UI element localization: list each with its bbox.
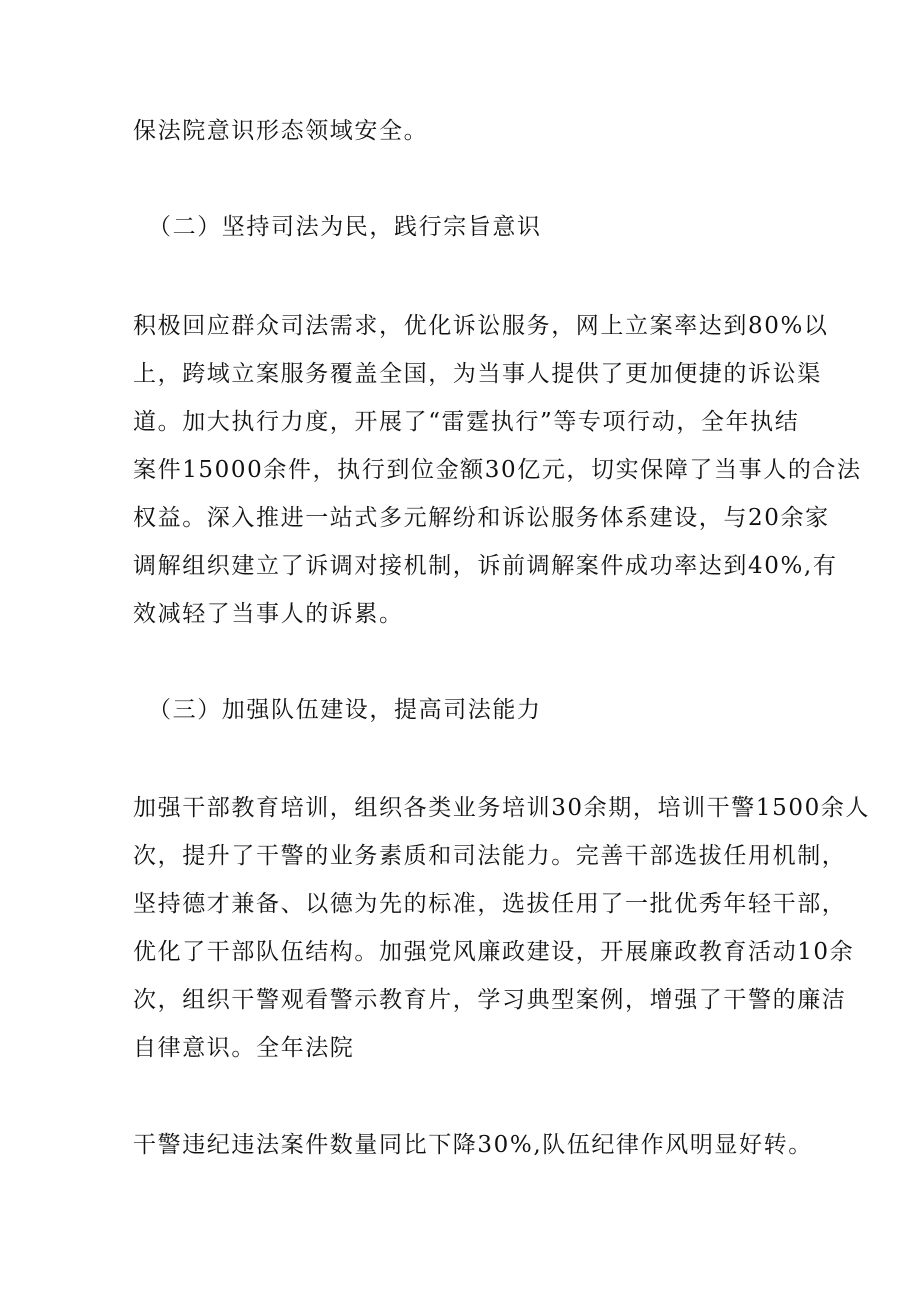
continuation-text-line: 保法院意识形态领域安全。 — [133, 118, 429, 144]
section-2-text-line: 效减轻了当事人的诉累。 — [133, 601, 404, 627]
section-3-text-line: 优化了干部队伍结构。加强党风廉政建设，开展廉政教育活动10余 — [133, 939, 855, 965]
section-2-text-line: 调解组织建立了诉调对接机制，诉前调解案件成功率达到40%,有 — [133, 553, 838, 579]
section-2-heading: （二）坚持司法为民，践行宗旨意识 — [148, 214, 542, 240]
section-3-text-line: 次，组织干警观看警示教育片，学习典型案例，增强了干警的廉洁 — [133, 987, 847, 1013]
section-3-text-line: 加强干部教育培训，组织各类业务培训30余期，培训干警1500余人 — [133, 795, 870, 821]
section-3-text-line: 坚持德才兼备、以德为先的标准，选拔任用了一批优秀年轻干部， — [133, 891, 847, 917]
section-2-text-line: 道。加大执行力度，开展了“雷霆执行”等专项行动，全年执结 — [133, 409, 800, 435]
section-2-text-line: 上，跨域立案服务覆盖全国，为当事人提供了更加便捷的诉讼渠 — [133, 361, 822, 387]
section-3-heading: （三）加强队伍建设，提高司法能力 — [148, 697, 542, 723]
section-3-text-line: 自律意识。全年法院 — [133, 1035, 355, 1061]
section-3-text-line: 次，提升了干警的业务素质和司法能力。完善干部选拔任用机制， — [133, 843, 847, 869]
section-3-closing-line: 干警违纪违法案件数量同比下降30%,队伍纪律作风明显好转。 — [133, 1132, 813, 1158]
section-2-text-line: 权益。深入推进一站式多元解纷和诉讼服务体系建设，与20余家 — [133, 505, 830, 531]
section-2-text-line: 积极回应群众司法需求，优化诉讼服务，网上立案率达到80%以 — [133, 313, 829, 339]
section-2-text-line: 案件15000余件，执行到位金额30亿元，切实保障了当事人的合法 — [133, 457, 862, 483]
